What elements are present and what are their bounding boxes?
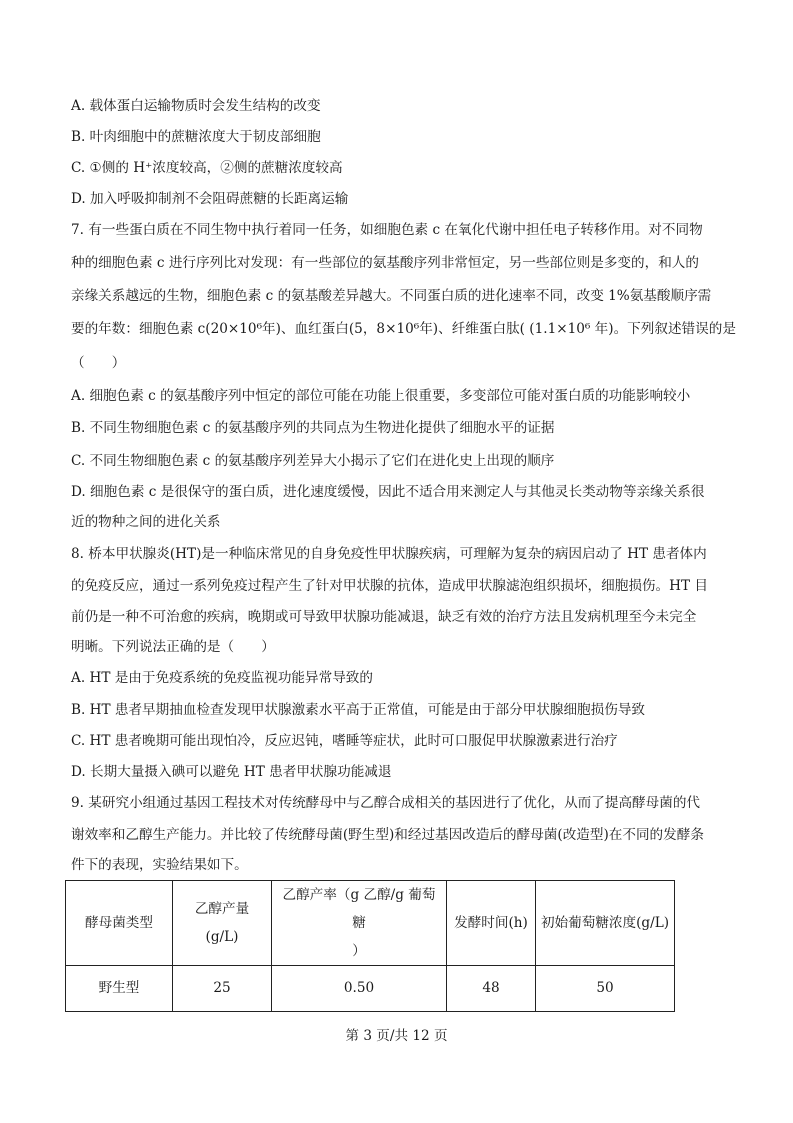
table-cell: 野生型 bbox=[66, 966, 173, 1012]
text-line: A. 载体蛋白运输物质时会发生结构的改变 bbox=[71, 98, 321, 114]
text-line: 7. 有一些蛋白质在不同生物中执行着同一任务，如细胞色素 c 在氧化代谢中担任电子转移作用。对不同物 bbox=[71, 222, 703, 238]
text-line: A. 细胞色素 c 的氨基酸序列中恒定的部位可能在功能上很重要，多变部位可能对蛋白质的功能影响较小 bbox=[71, 388, 691, 404]
table-cell: 48 bbox=[447, 966, 536, 1012]
text-line: B. 不同生物细胞色素 c 的氨基酸序列的共同点为生物进化提供了细胞水平的证据 bbox=[71, 420, 555, 436]
text-line: B. HT 患者早期抽血检查发现甲状腺激素水平高于正常值，可能是由于部分甲状腺细胞损伤导致 bbox=[71, 702, 646, 718]
text-line: 谢效率和乙醇生产能力。并比较了传统酵母菌(野生型)和经过基因改造后的酵母菌(改造型)在不同的发酵条 bbox=[71, 827, 704, 843]
page-footer: 第 3 页/共 12 页 bbox=[345, 1028, 448, 1044]
table-row bbox=[66, 966, 675, 1012]
table-header-cell: 发酵时间(h) bbox=[447, 881, 536, 966]
text-line: C. ①侧的 H⁺浓度较高，②侧的蔗糖浓度较高 bbox=[71, 160, 343, 176]
table-header-cell: 乙醇产率（g 乙醇/g 葡萄糖 ） bbox=[272, 881, 447, 966]
text-line: 亲缘关系越远的生物，细胞色素 c 的氨基酸差异越大。不同蛋白质的进化速率不同，改变 1%氨基酸顺序需 bbox=[71, 288, 712, 304]
table-header-cell: 乙醇产量 (g/L) bbox=[173, 881, 272, 966]
text-line: C. 不同生物细胞色素 c 的氨基酸序列差异大小揭示了它们在进化史上出现的顺序 bbox=[71, 453, 555, 469]
text-line: A. HT 是由于免疫系统的免疫监视功能异常导致的 bbox=[71, 670, 373, 686]
text-line: B. 叶肉细胞中的蔗糖浓度大于韧皮部细胞 bbox=[71, 129, 321, 145]
text-line: （ ） bbox=[71, 355, 126, 371]
table-header-row bbox=[66, 881, 675, 966]
text-line: C. HT 患者晚期可能出现怕冷，反应迟钝，嗜睡等症状，此时可口服促甲状腺激素进行治疗 bbox=[71, 733, 618, 749]
text-line: 件下的表现，实验结果如下。 bbox=[71, 857, 248, 873]
table-header-cell: 初始葡萄糖浓度(g/L) bbox=[536, 881, 675, 966]
text-line: 要的年数：细胞色素 c(20×10⁶年)、血红蛋白(5，8×10⁶年)、纤维蛋白肽( (1.1×10⁶ 年)。下列叙述错误的是 bbox=[71, 321, 736, 337]
text-line: 8. 桥本甲状腺炎(HT)是一种临床常见的自身免疫性甲状腺疾病，可理解为复杂的病因启动了 HT 患者体内 bbox=[71, 546, 707, 562]
text-line: 前仍是一种不可治愈的疾病，晚期或可导致甲状腺功能减退，缺乏有效的治疗方法且发病机理至今未完全 bbox=[71, 609, 697, 625]
text-line: 的免疫反应，通过一系列免疫过程产生了针对甲状腺的抗体，造成甲状腺滤泡组织损坏，细胞损伤。HT 目 bbox=[71, 578, 708, 594]
text-line: 明晰。下列说法正确的是（ ） bbox=[71, 639, 275, 655]
text-line: 近的物种之间的进化关系 bbox=[71, 514, 221, 530]
text-line: 种的细胞色素 c 进行序列比对发现：有一些部位的氨基酸序列非常恒定，另一些部位则是多变的，和人的 bbox=[71, 255, 699, 271]
table-cell: 50 bbox=[536, 966, 675, 1012]
table-cell: 25 bbox=[173, 966, 272, 1012]
table-header-cell: 酵母菌类型 bbox=[66, 881, 173, 966]
text-line: D. 加入呼吸抑制剂不会阻碍蔗糖的长距离运输 bbox=[71, 191, 349, 207]
text-line: D. 细胞色素 c 是很保守的蛋白质，进化速度缓慢，因此不适合用来测定人与其他灵长类动物等亲缘关系很 bbox=[71, 484, 705, 500]
results-table bbox=[65, 880, 675, 1012]
text-line: D. 长期大量摄入碘可以避免 HT 患者甲状腺功能减退 bbox=[71, 764, 392, 780]
table-cell: 0.50 bbox=[272, 966, 447, 1012]
text-line: 9. 某研究小组通过基因工程技术对传统酵母中与乙醇合成相关的基因进行了优化，从而了提高酵母菌的代 bbox=[71, 795, 701, 811]
